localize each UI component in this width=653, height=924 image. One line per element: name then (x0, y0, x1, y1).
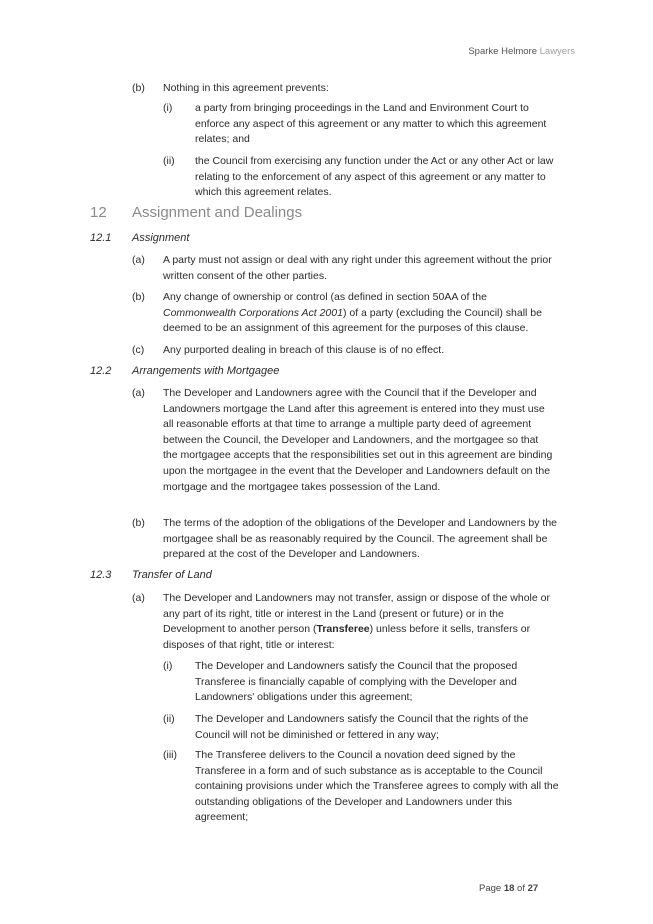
page-header (468, 44, 575, 60)
clause-text: Any change of ownership or control (as defined in section 50AA of the Commonwealth Corporations Act 2001) of a party (excluding the Council) shall be deemed to be an assignment of this agreement for the purposes of this clause. (163, 291, 542, 335)
subsection-title: Arrangements with Mortgagee (132, 365, 280, 377)
clause-text: Any purported dealing in breach of this clause is of no effect. (163, 344, 445, 356)
clause-label: (a) (132, 254, 145, 266)
clause-text: Nothing in this agreement prevents: (163, 82, 329, 94)
section-title: Assignment and Dealings (132, 204, 303, 221)
clause-text: The Developer and Landowners agree with the Council that if the Developer and Landowners mortgage the Land after this agreement is entered into they must use all reasonable efforts at that time to arrange a multiple party deed of agreement between the Council, the Developer and Landowners, and the mortgagee so that the mortgagee accepts that the responsibilities set out in this agreement are binding upon the mortgagee in the event that the Developer and Landowners default on the mortgage and the mortgagee takes possession of the Land. (163, 387, 553, 493)
clause-label: (a) (132, 592, 145, 604)
subclause-label: (ii) (163, 713, 175, 725)
act-name: Commonwealth Corporations Act 2001 (163, 306, 343, 319)
defined-term: Transferee (316, 623, 370, 636)
page-total: 27 (527, 883, 539, 894)
firm-name: Sparke Helmore (468, 46, 537, 57)
clause-text: A party must not assign or deal with any right under this agreement without the prior written consent of the other parties. (163, 254, 552, 282)
subclause-label: (iii) (163, 749, 177, 761)
firm-name-suffix: Lawyers (539, 46, 575, 57)
subclause-text: The Developer and Landowners satisfy the Council that the proposed Transferee is financially capable of complying with the Developer and Landowners' obligations under this agreement; (195, 660, 518, 704)
subsection-number: 12.3 (90, 569, 112, 581)
subclause-label: (i) (163, 660, 173, 672)
subclause-text: The Transferee delivers to the Council a novation deed signed by the Transferee in a form and of such substance as is acceptable to the Council containing provisions under which the Transferee agrees to comply with all the outstanding obligations of the Developer and Landowners under this agreement; (195, 749, 559, 824)
subsection-number: 12.2 (90, 365, 112, 377)
clause-label: (b) (132, 291, 145, 303)
clause-label: (b) (132, 82, 145, 94)
section-number: 12 (90, 204, 107, 221)
page-footer: Page 18 of 27 (479, 883, 539, 894)
page-number: 18 (503, 883, 515, 894)
subclause-label: (ii) (163, 155, 175, 167)
subsection-number: 12.1 (90, 232, 112, 244)
clause-text: The terms of the adoption of the obligations of the Developer and Landowners by the mortgagee shall be as reasonably required by the Council. The agreement shall be prepared at the cost of the Developer and Landowners. (163, 517, 558, 561)
clause-label: (c) (132, 344, 145, 356)
subclause-label: (i) (163, 102, 173, 114)
subsection-title: Assignment (132, 232, 190, 244)
subclause-text: a party from bringing proceedings in the Land and Environment Court to enforce any aspect of this agreement or any matter to which this agreement relates; and (195, 102, 547, 146)
clause-label: (a) (132, 387, 145, 399)
subsection-title: Transfer of Land (132, 569, 212, 581)
subclause-text: The Developer and Landowners satisfy the Council that the rights of the Council will not be diminished or fettered in any way; (195, 713, 529, 741)
clause-label: (b) (132, 517, 145, 529)
clause-text: The Developer and Landowners may not transfer, assign or dispose of the whole or any part of its right, title or interest in the Land (present or future) or in the Development to another person (Transferee) unless before it sells, transfers or disposes of that right, title or interest: (163, 592, 550, 651)
subclause-text: the Council from exercising any function under the Act or any other Act or law relating to the enforcement of any aspect of this agreement or any matter to which this agreement relates. (195, 155, 554, 199)
